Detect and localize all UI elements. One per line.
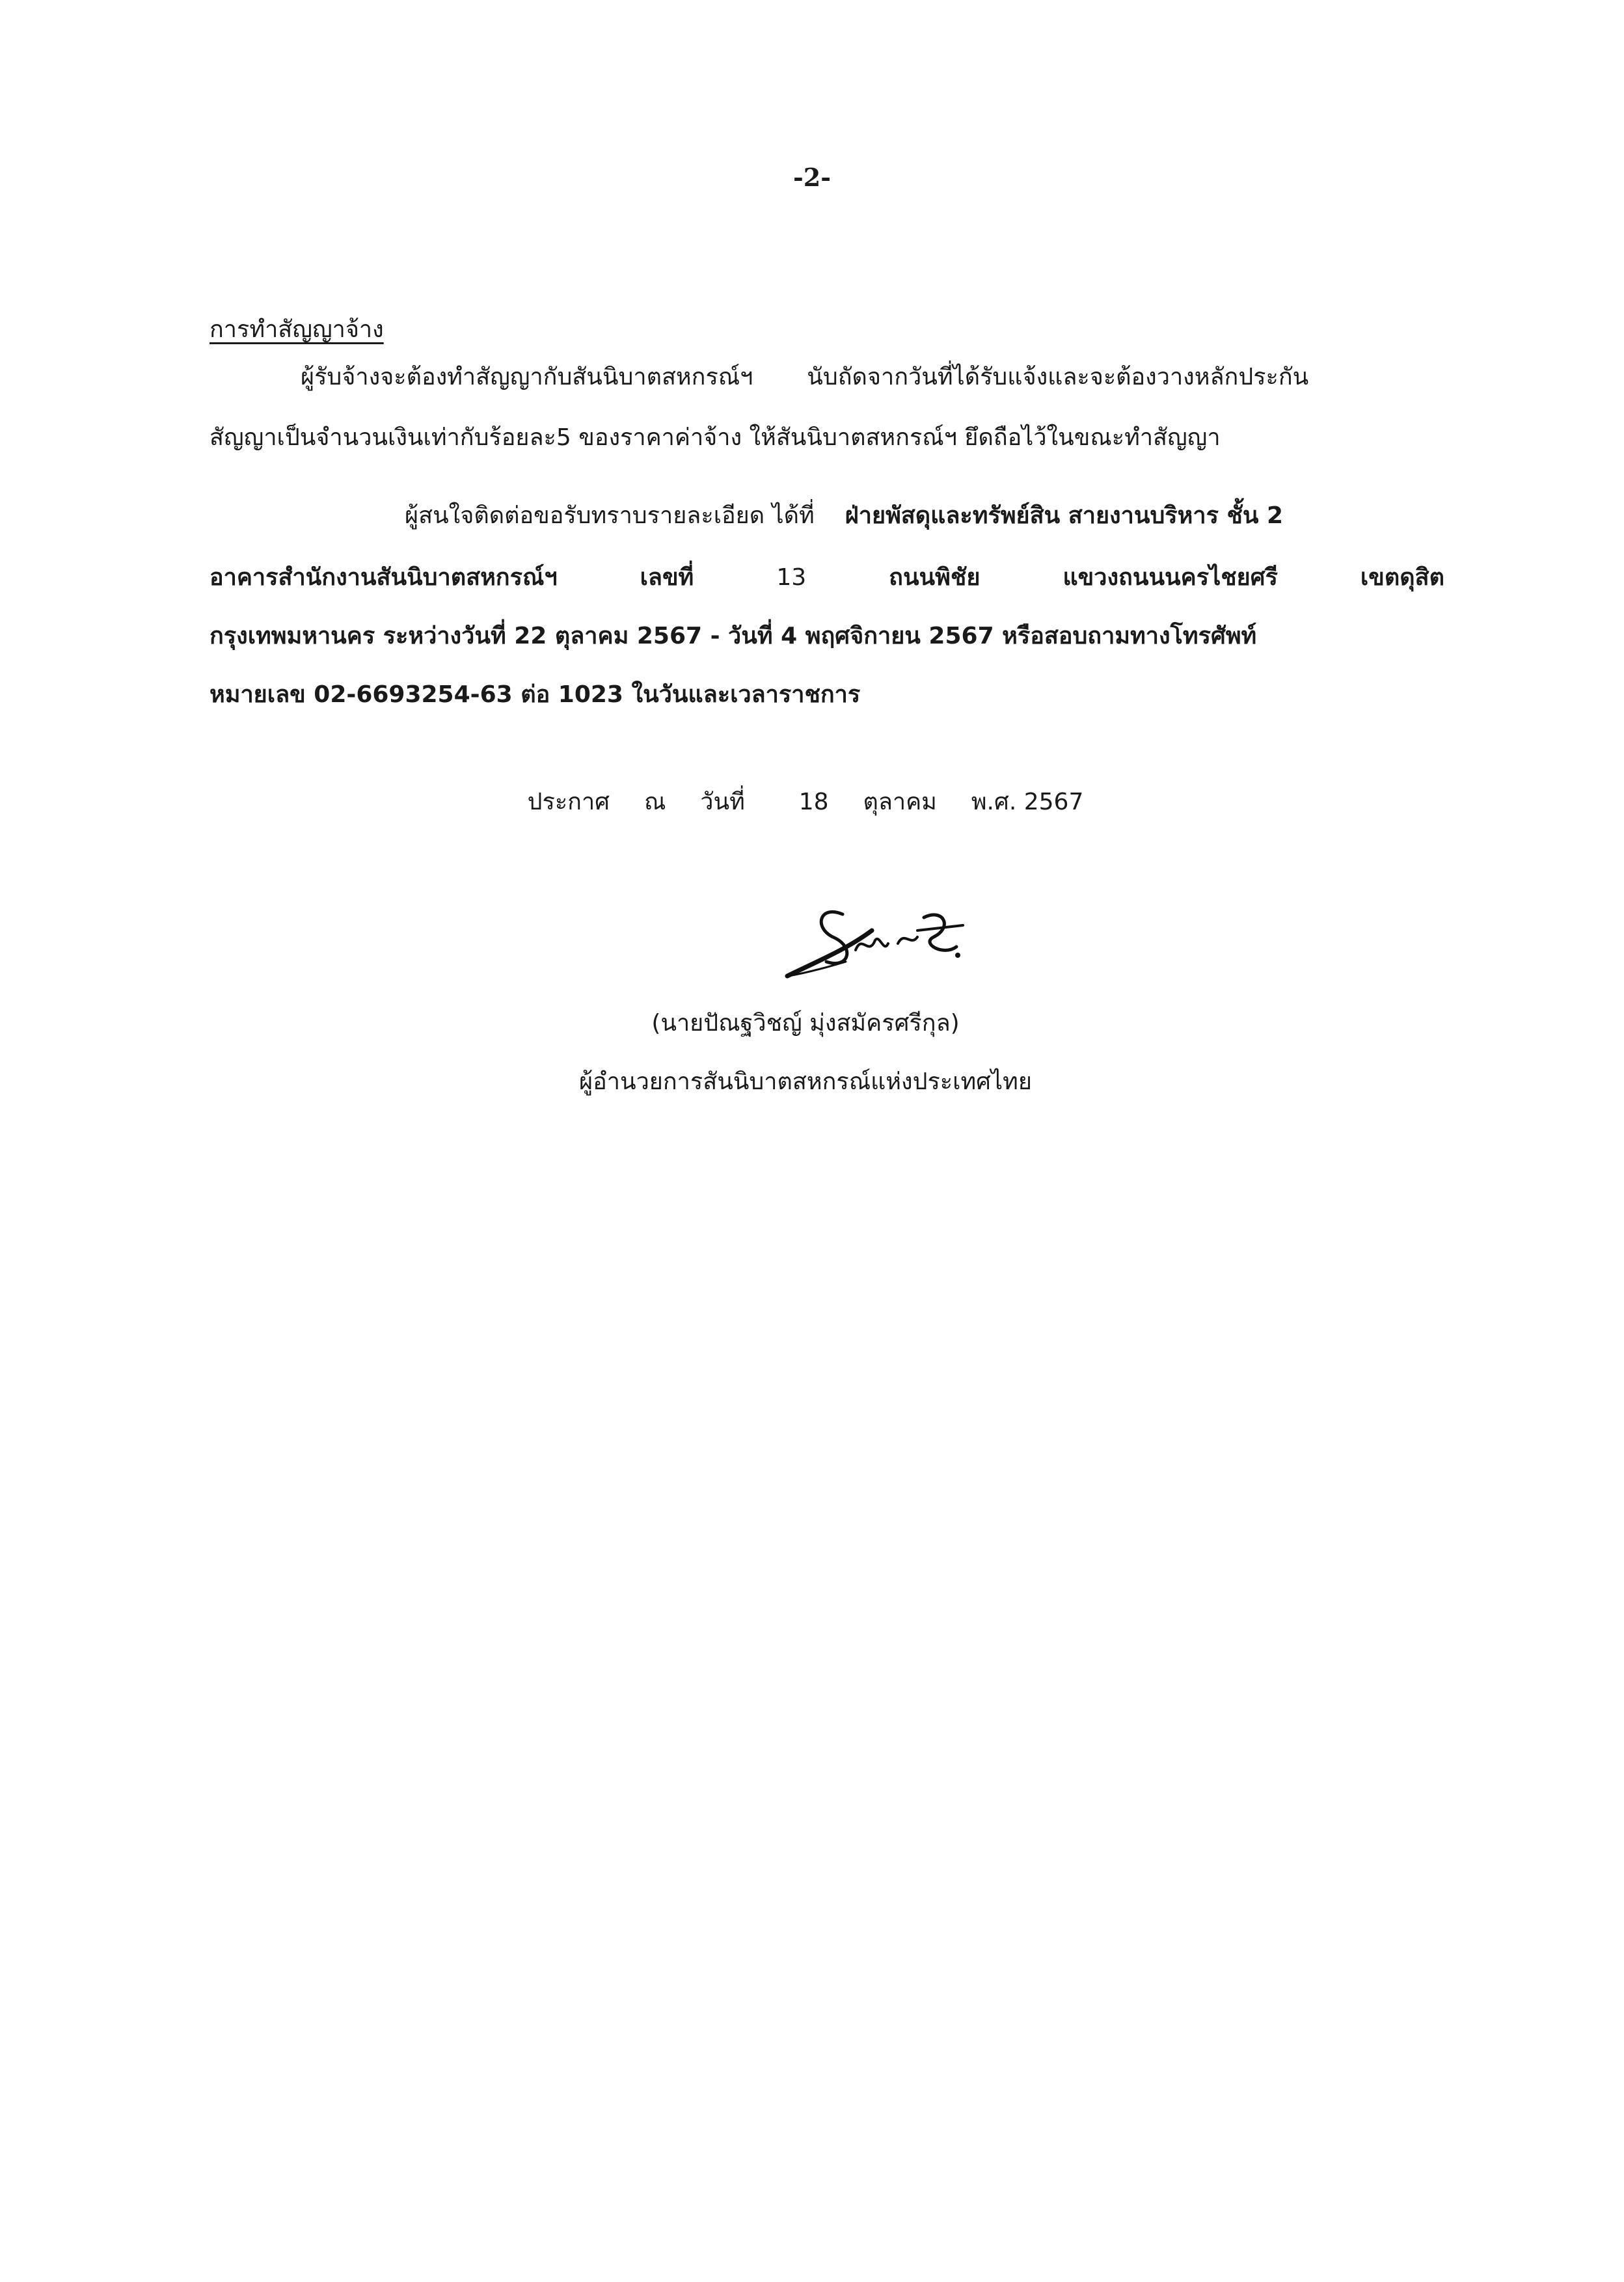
contract-line-1-part-a: ผู้รับจ้างจะต้องทำสัญญากับสันนิบาตสหกรณ์ฯ [301,364,753,390]
contact-line-2-word: แขวงถนนนครไชยศรี [1062,564,1278,591]
contact-paragraph-line-1 [210,498,1444,534]
contact-paragraph-line-4: หมายเลข 02-6693254-63 ต่อ 1023 ในวันและเวลาราชการ [210,681,861,708]
contact-paragraph-line-3: กรุงเทพมหานคร ระหว่างวันที่ 22 ตุลาคม 2567 - วันที่ 4 พฤศจิกายน 2567 หรือสอบถามทางโทรศัพท์ [210,623,1257,649]
contact-line-1-normal: ผู้สนใจติดต่อขอรับทราบรายละเอียด ได้ที่ [405,502,815,529]
announcement-at: ณ [643,789,666,815]
contact-line-2-word: 13 [776,564,807,591]
announcement-month: ตุลาคม [863,789,937,815]
announcement-day: 18 [798,789,829,815]
contract-section-heading: การทำสัญญาจ้าง [210,316,384,343]
contact-line-2-word: เขตดุสิต [1360,564,1444,591]
page-number: -2- [793,163,831,192]
contact-paragraph-line-2 [210,560,1444,596]
signatory-name: (นายปัณฐวิชญ์ มุ่งสมัครศรีกุล) [651,1010,960,1037]
contract-paragraph-line-1 [210,359,1444,396]
contract-line-1-part-b: นับถัดจากวันที่ได้รับแจ้งและจะต้องวางหลักประกัน [807,364,1309,390]
announcement-year: พ.ศ. 2567 [971,789,1084,815]
contact-line-2-word: เลขที่ [640,564,694,591]
handwritten-signature [716,878,989,996]
announcement-date-line [0,784,1617,821]
contact-line-1-bold: ฝ่ายพัสดุและทรัพย์สิน สายงานบริหาร ชั้น 2 [845,502,1284,529]
contract-paragraph-line-2: สัญญาเป็นจำนวนเงินเท่ากับร้อยละ5 ของราคาค่าจ้าง ให้สันนิบาตสหกรณ์ฯ ยึดถือไว้ในขณะทำสัญญา [210,424,1221,451]
announcement-date-label: วันที่ [700,789,745,815]
signatory-position: ผู้อำนวยการสันนิบาตสหกรณ์แห่งประเทศไทย [579,1068,1032,1095]
contact-line-2-word: อาคารสำนักงานสันนิบาตสหกรณ์ฯ [210,564,558,591]
announcement-label: ประกาศ [527,789,610,815]
contact-line-2-word: ถนนพิชัย [889,564,981,591]
